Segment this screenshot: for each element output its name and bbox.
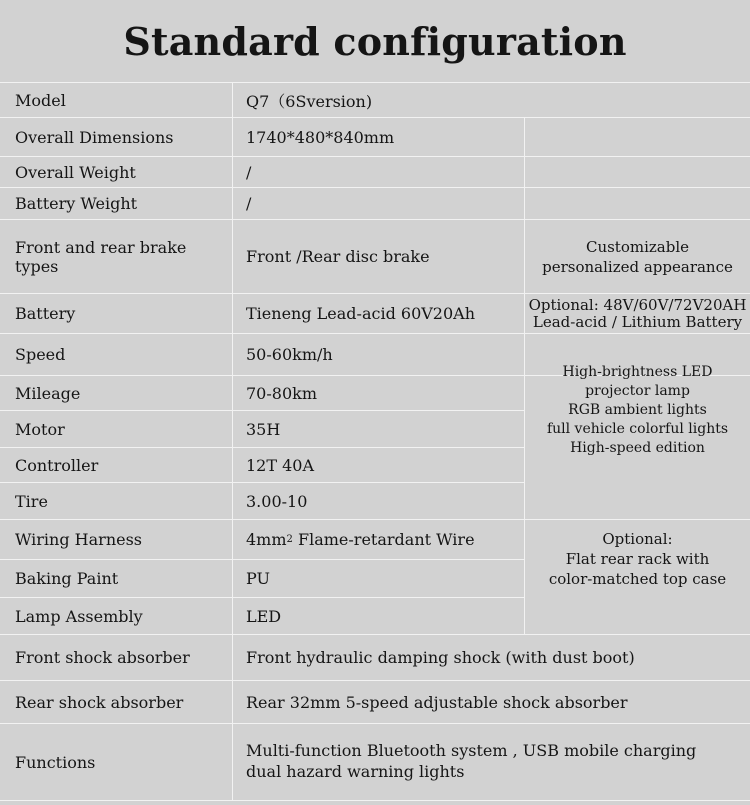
table-row: [0, 411, 525, 448]
table-row: [0, 520, 525, 560]
row-value: [233, 520, 524, 559]
appearance-note: Customizable personalized appearance: [542, 237, 733, 276]
table-row: [0, 448, 525, 483]
table-row: [0, 376, 525, 411]
column-divider: [232, 83, 233, 801]
row-label: Functions: [15, 752, 96, 772]
row-label: Controller: [15, 455, 99, 475]
row-value: 50-60km/h: [246, 345, 333, 364]
row-label: Mileage: [15, 383, 81, 403]
row-value: LED: [246, 606, 282, 626]
row-label: Rear shock absorber: [15, 692, 184, 712]
row-value: Rear 32mm 5-speed adjustable shock absorber: [246, 692, 628, 712]
battery-option-note: Optional: 48V/60V/72V20AH Lead-acid / Lithium Battery: [528, 295, 747, 331]
row-value: /: [246, 162, 252, 182]
table-row: [0, 681, 750, 724]
row-label: Overall Weight: [15, 162, 136, 182]
row-label: Overall Dimensions: [15, 127, 174, 147]
row-value: Front /Rear disc brake: [246, 247, 430, 266]
table-row: [0, 635, 750, 681]
table-row: [0, 188, 750, 220]
table-row: [0, 157, 750, 188]
rack-option-note: Optional: Flat rear rack with color-matched top case: [548, 529, 727, 589]
row-label: Lamp Assembly: [15, 606, 143, 626]
row-value: Tieneng Lead-acid 60V20Ah: [246, 304, 476, 323]
row-label: Speed: [15, 345, 66, 364]
row-value: 12T 40A: [246, 455, 315, 475]
row-label: Battery Weight: [15, 194, 138, 213]
row-value: PU: [246, 569, 270, 588]
lighting-note: High-brightness LED projector lamp RGB ambient lights full vehicle colorful lights High-speed edition: [546, 364, 729, 456]
row-label: Battery: [15, 304, 76, 323]
wire-description: Flame-retardant Wire: [292, 530, 475, 549]
wire-size-superscript: 2: [286, 534, 293, 545]
row-value: 35H: [246, 419, 281, 439]
table-row: [0, 724, 750, 801]
table-row: [0, 83, 750, 118]
row-label: Baking Paint: [15, 569, 119, 588]
row-label: Tire: [15, 491, 48, 511]
table-row: [0, 560, 525, 598]
page-title: Standard configuration: [123, 18, 627, 64]
row-label: Wiring Harness: [15, 530, 143, 549]
row-value: Q7（6Sversion): [246, 91, 373, 111]
row-label: Front and rear brake types: [15, 237, 187, 276]
row-label: Model: [15, 90, 66, 110]
row-label: Front shock absorber: [15, 648, 190, 667]
table-row: [0, 118, 750, 157]
row-value: 1740*480*840mm: [246, 127, 395, 147]
row-value: 3.00-10: [246, 491, 308, 511]
row-value: /: [246, 194, 252, 213]
row-value: Front hydraulic damping shock (with dust boot): [246, 648, 635, 667]
row-label: Motor: [15, 419, 65, 439]
spec-table: [0, 82, 750, 800]
row-value: 70-80km: [246, 383, 317, 403]
wire-size: 4mm: [246, 530, 287, 549]
row-value: Multi-function Bluetooth system , USB mobile charging dual hazard warning lights: [246, 741, 697, 781]
